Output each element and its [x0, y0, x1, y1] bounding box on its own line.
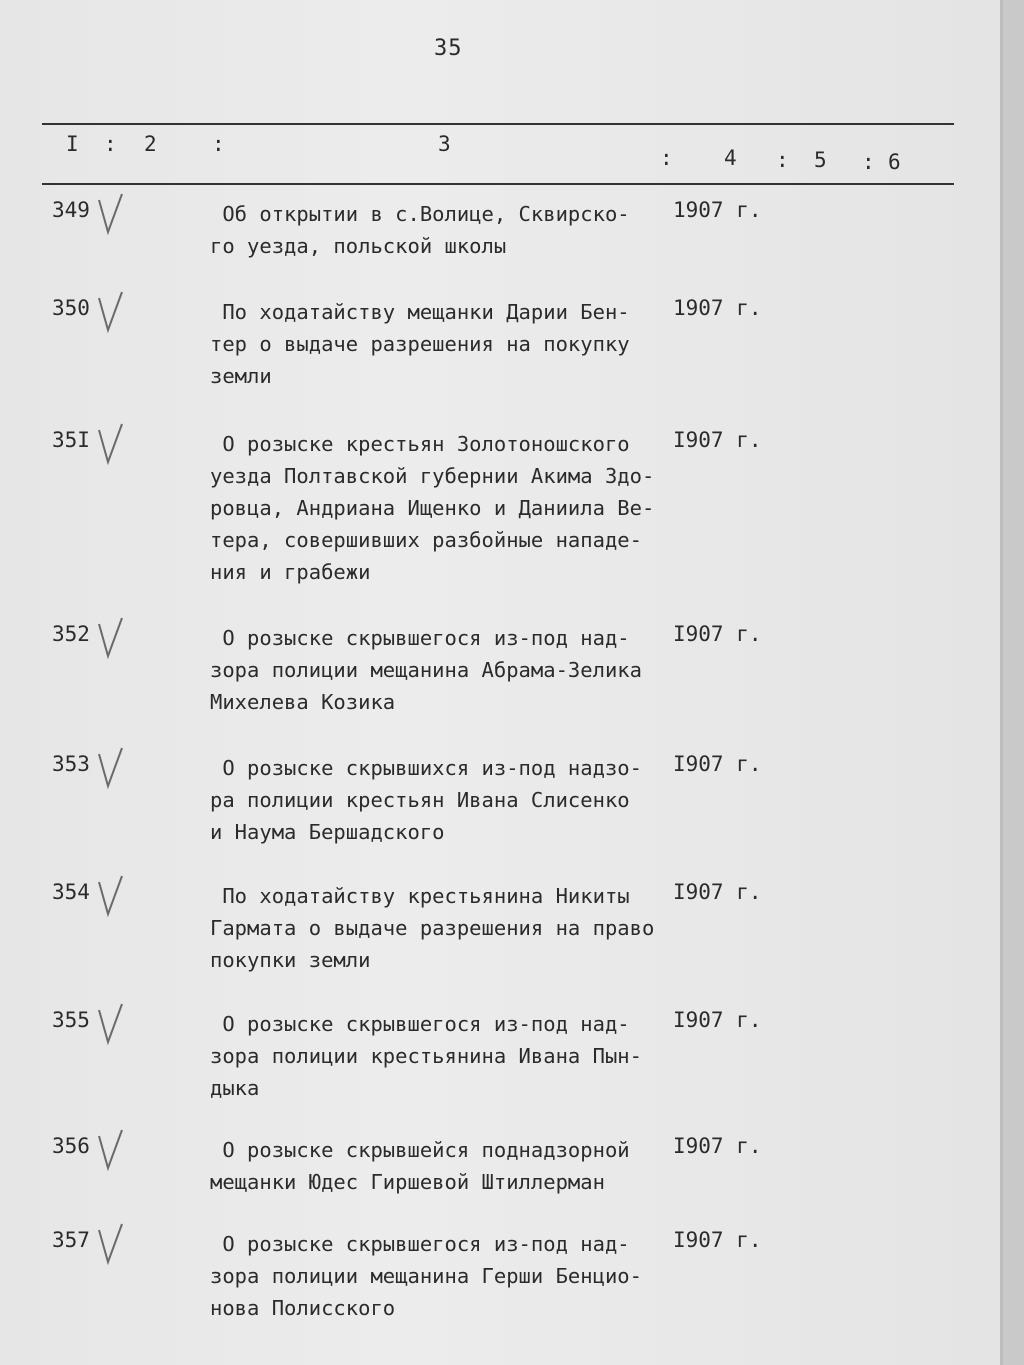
entry-description-line: нова Полисского: [210, 1296, 396, 1320]
entry-description-line: зора полиции крестьянина Ивана Пын-: [210, 1044, 642, 1068]
header-separator: :: [104, 132, 117, 156]
entry-number: 354: [52, 880, 90, 904]
header-col-5: 5: [814, 148, 827, 172]
header-separator: :: [212, 132, 225, 156]
entry-description-line: земли: [210, 364, 272, 388]
entry-number: 357: [52, 1228, 90, 1252]
entry-description-line: тер о выдаче разрешения на покупку: [210, 332, 630, 356]
checkmark-icon: [96, 192, 126, 236]
entry-description-line: ния и грабежи: [210, 560, 371, 584]
checkmark-icon: [96, 746, 126, 790]
header-bottom-rule: [42, 183, 954, 185]
entry-date: I907 г.: [673, 1228, 762, 1252]
header-separator: :: [862, 150, 875, 174]
entry-description: [210, 1008, 642, 1104]
entry-description: [210, 296, 630, 392]
header-col-4: 4: [724, 146, 737, 170]
entry-date: I907 г.: [673, 1134, 762, 1158]
entry-description-line: ра полиции крестьян Ивана Слисенко: [210, 788, 630, 812]
entry-description: [210, 198, 630, 262]
entry-description-line: О розыске скрывшейся поднадзорной: [210, 1138, 630, 1162]
entry-description: [210, 428, 654, 588]
entry-number: 353: [52, 752, 90, 776]
entry-date: I907 г.: [673, 752, 762, 776]
entry-description-line: По ходатайству мещанки Дарии Бен-: [210, 300, 630, 324]
header-separator: :: [776, 148, 789, 172]
page-number: 35: [434, 36, 463, 61]
entry-number: 355: [52, 1008, 90, 1032]
entry-description: [210, 880, 654, 976]
entry-description-line: и Наума Бершадского: [210, 820, 445, 844]
checkmark-icon: [96, 1222, 126, 1266]
entry-description-line: зора полиции мещанина Абрама-Зелика: [210, 658, 642, 682]
entry-description-line: зора полиции мещанина Герши Бенцио-: [210, 1264, 642, 1288]
header-col-1: I: [66, 132, 79, 156]
entry-description-line: дыка: [210, 1076, 260, 1100]
header-col-2: 2: [144, 132, 157, 156]
entry-number: 352: [52, 622, 90, 646]
entry-description-line: Гармата о выдаче разрешения на право: [210, 916, 655, 940]
entry-description-line: мещанки Юдес Гиршевой Штиллерман: [210, 1170, 605, 1194]
checkmark-icon: [96, 616, 126, 660]
entry-description: [210, 1228, 642, 1324]
entry-description-line: О розыске скрывшегося из-под над-: [210, 1012, 630, 1036]
header-separator: :: [660, 146, 673, 170]
checkmark-icon: [96, 422, 126, 466]
page-edge: [1003, 0, 1024, 1365]
checkmark-icon: [96, 1128, 126, 1172]
entry-description: [210, 622, 642, 718]
entry-date: 1907 г.: [673, 198, 762, 222]
entry-description-line: По ходатайству крестьянина Никиты: [210, 884, 630, 908]
entry-description: [210, 1134, 630, 1198]
checkmark-icon: [96, 1002, 126, 1046]
entry-number: 35I: [52, 428, 90, 452]
entry-description-line: О розыске скрывшегося из-под над-: [210, 626, 630, 650]
entry-date: 1907 г.: [673, 296, 762, 320]
entry-description: [210, 752, 642, 848]
entry-description-line: О розыске скрывшегося из-под над-: [210, 1232, 630, 1256]
header-top-rule: [42, 123, 954, 125]
checkmark-icon: [96, 290, 126, 334]
entry-number: 349: [52, 198, 90, 222]
entry-description-line: уезда Полтавской губернии Акима Здо-: [210, 464, 655, 488]
entry-description-line: О розыске крестьян Золотоношского: [210, 432, 630, 456]
header-col-6: 6: [888, 150, 901, 174]
entry-number: 356: [52, 1134, 90, 1158]
entry-description-line: Михелева Козика: [210, 690, 396, 714]
entry-date: I907 г.: [673, 880, 762, 904]
entry-description-line: тера, совершивших разбойные нападе-: [210, 528, 642, 552]
entry-description-line: Об открытии в с.Волице, Сквирско-: [210, 202, 630, 226]
header-col-3: 3: [438, 132, 451, 156]
entry-date: I907 г.: [673, 622, 762, 646]
entry-date: I907 г.: [673, 1008, 762, 1032]
entry-description-line: ровца, Андриана Ищенко и Даниила Ве-: [210, 496, 655, 520]
entry-number: 350: [52, 296, 90, 320]
entry-description-line: го уезда, польской школы: [210, 234, 507, 258]
entry-description-line: О розыске скрывшихся из-под надзо-: [210, 756, 642, 780]
entry-description-line: покупки земли: [210, 948, 371, 972]
entry-date: I907 г.: [673, 428, 762, 452]
checkmark-icon: [96, 874, 126, 918]
